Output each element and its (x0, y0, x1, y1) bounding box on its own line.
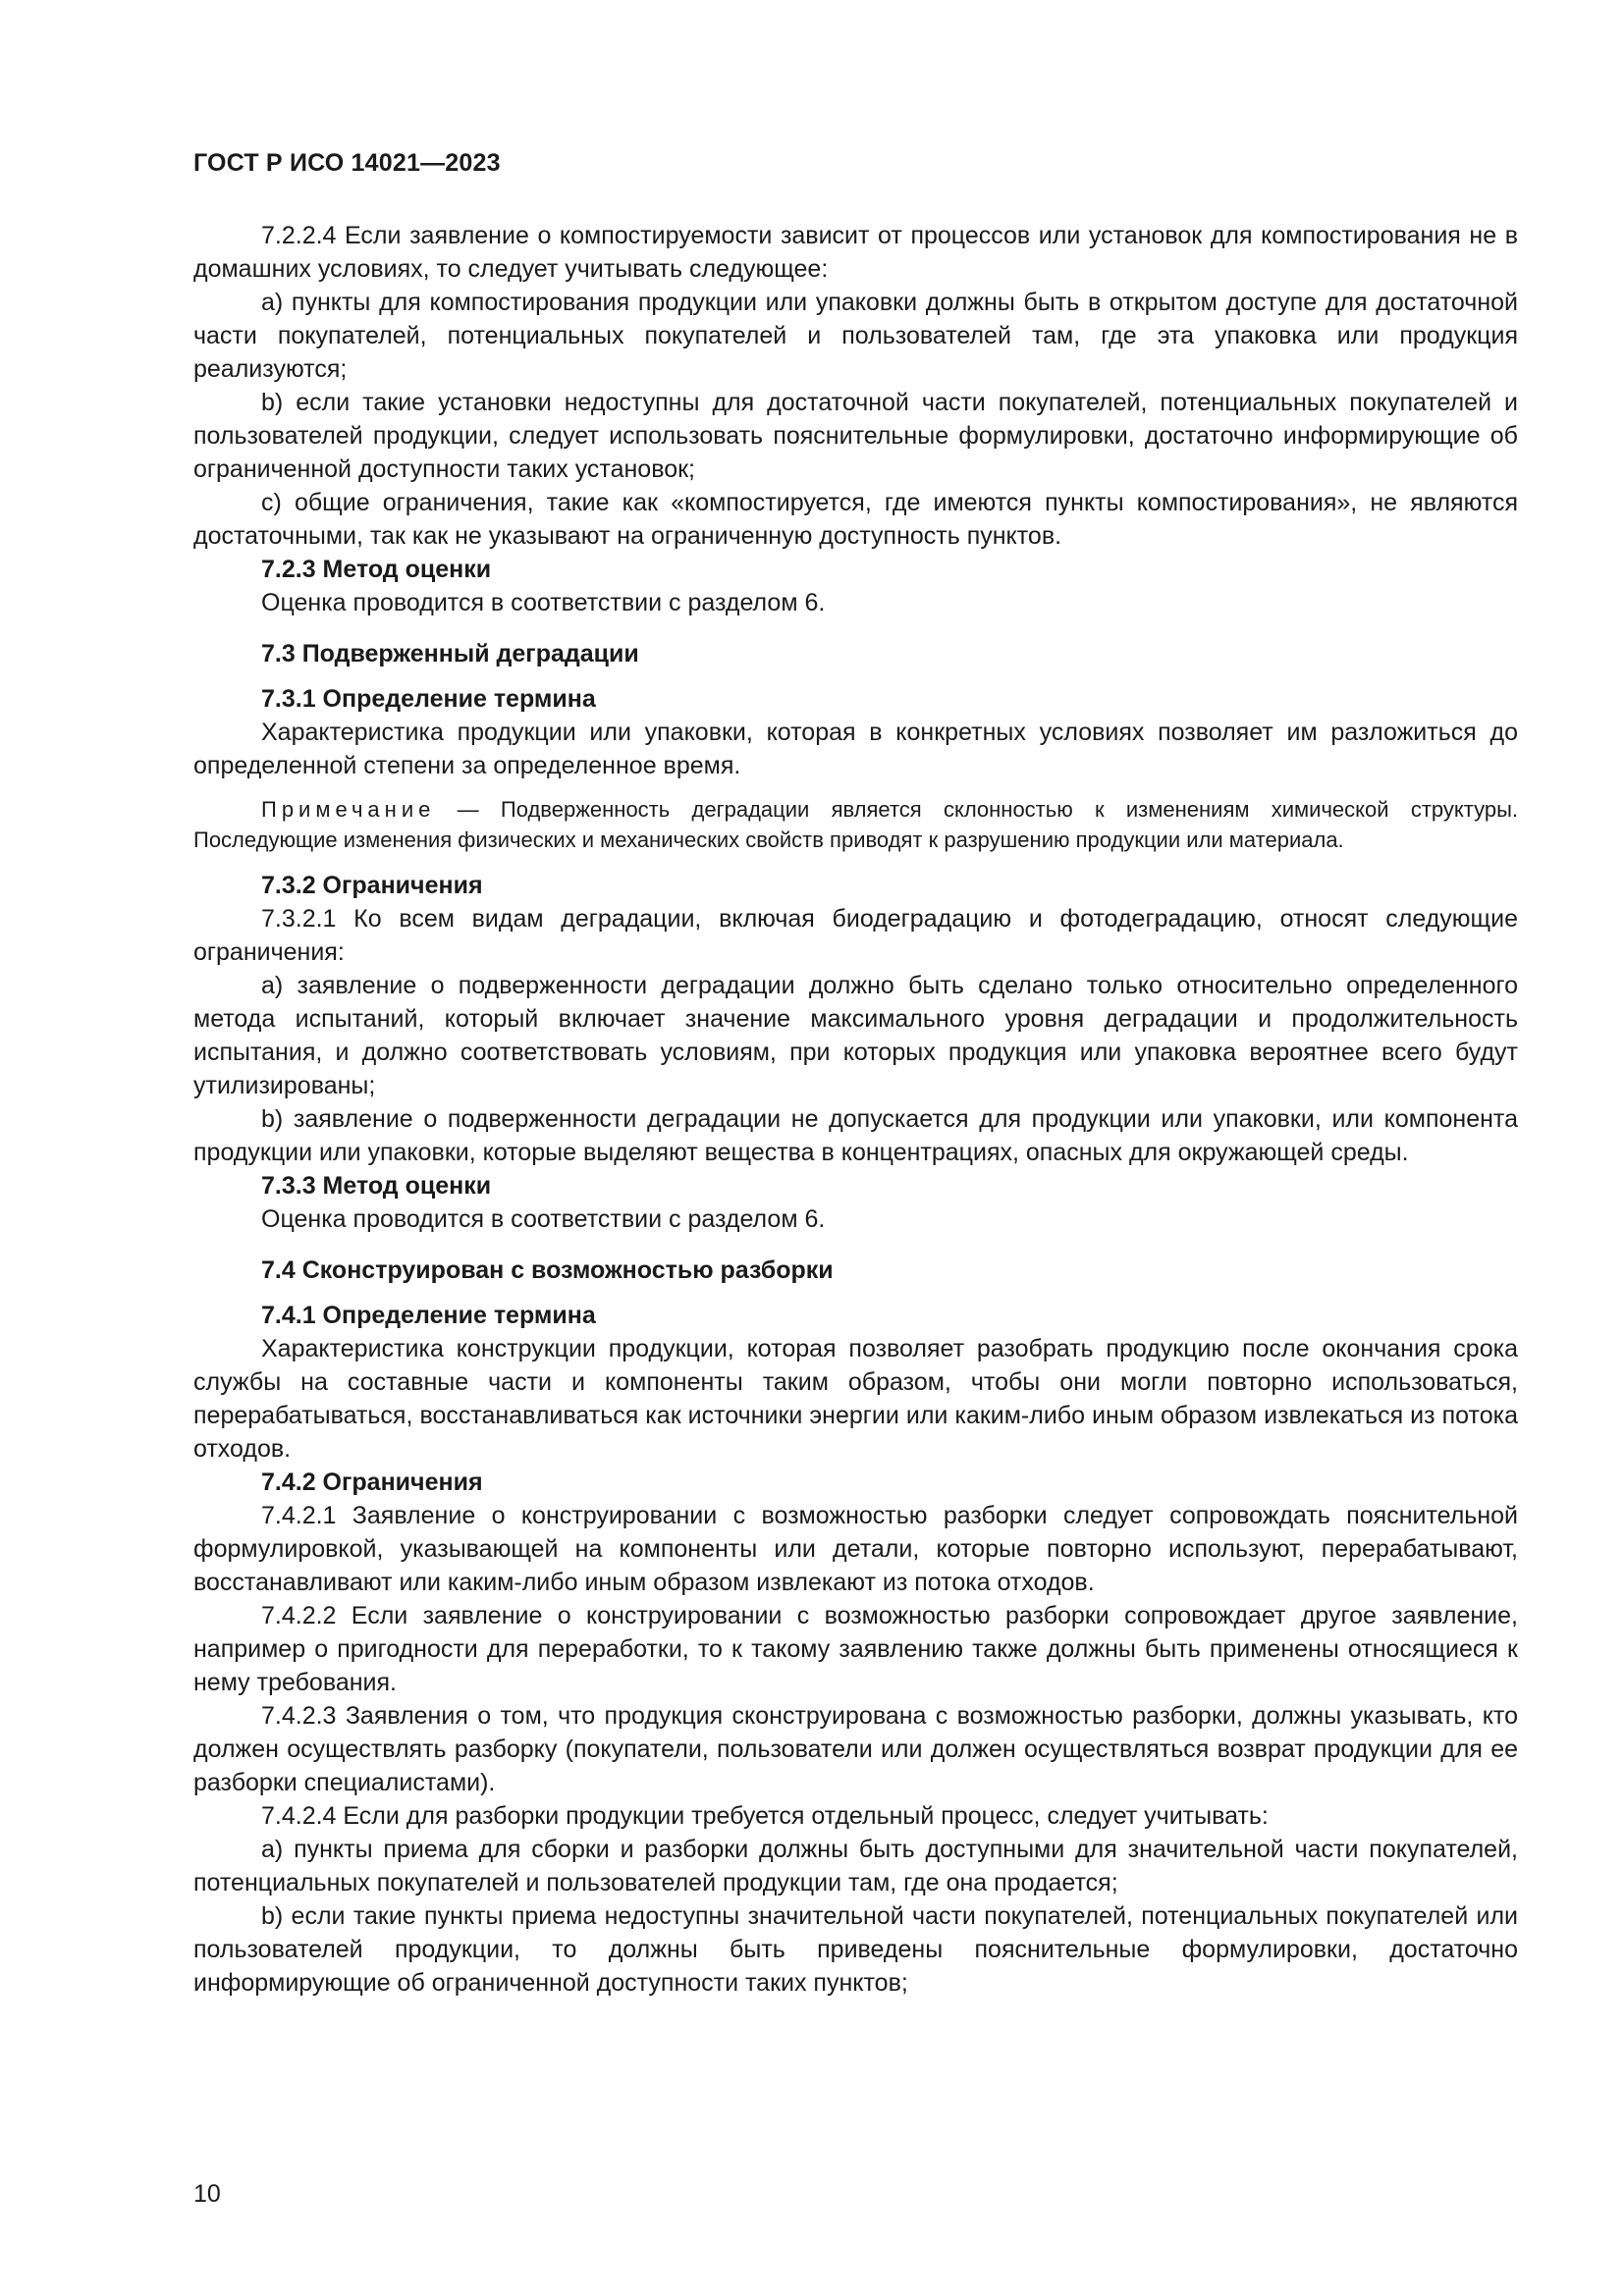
section-heading-7-3-3: 7.3.3 Метод оценки (261, 1172, 492, 1200)
section-heading-7-3-1: 7.3.1 Определение термина (261, 685, 596, 713)
paragraph-7-4-2-2: 7.4.2.2 Если заявление о конструировании с возможностью разборки сопровождает другое заявление, например о пригодности для переработки, то к такому заявлению также должны быть применены относящиеся к нему требования. (193, 1602, 1518, 1696)
paragraph-7-2-2-4: 7.2.2.4 Если заявление о компостируемости зависит от процессов или установок для компостирования не в домашних условиях, то следует учитывать следующее: (193, 222, 1518, 283)
paragraph-definition-disassembly: Характеристика конструкции продукции, которая позволяет разобрать продукцию после окончания срока службы на составные части и компоненты таким образом, чтобы они могли повторно использоваться, перерабатываться, восстанавливаться как источники энергии или каким-либо иным образом извлекаться из потока отходов. (193, 1335, 1518, 1463)
paragraph-7-4-2-4: 7.4.2.4 Если для разборки продукции требуется отдельный процесс, следует учитывать: (261, 1802, 1269, 1830)
section-heading-7-2-3: 7.2.3 Метод оценки (261, 556, 492, 583)
note-text: — Подверженность деградации является склонностью к изменениям химической структуры. Последующие изменения физических и механических свойств приводят к разрушению продукции или материала. (193, 797, 1518, 852)
paragraph-assessment: Оценка проводится в соответствии с разделом 6. (261, 1205, 826, 1233)
list-item-b: b) если такие установки недоступны для достаточной части покупателей, потенциальных покупателей и пользователей продукции, следует использовать пояснительные формулировки, достаточно информирующие об ограниченной доступности таких установок; (193, 389, 1518, 483)
paragraph-7-4-2-3: 7.4.2.3 Заявления о том, что продукция сконструирована с возможностью разборки, должны указывать, кто должен осуществлять разборку (покупатели, пользователи или должен осуществляться возврат продукции для ее разборки специалистами). (193, 1702, 1518, 1796)
list-item-b: b) заявление о подверженности деградации не допускается для продукции или упаковки, или компонента продукции или упаковки, которые выделяют вещества в концентрациях, опасных для окружающей среды. (193, 1105, 1518, 1166)
paragraph-7-3-2-1: 7.3.2.1 Ко всем видам деградации, включая биодеградацию и фотодеградацию, относят следующие ограничения: (193, 905, 1518, 966)
paragraph-7-4-2-1: 7.4.2.1 Заявление о конструировании с возможностью разборки следует сопровождать пояснительной формулировкой, указывающей на компоненты или детали, которые повторно используют, перерабатывают, восстанавливают или каким-либо иным образом извлекают из потока отходов. (193, 1502, 1518, 1596)
document-body (193, 219, 1518, 2000)
section-heading-7-4: 7.4 Сконструирован с возможностью разборки (261, 1256, 834, 1284)
paragraph-assessment: Оценка проводится в соответствии с разделом 6. (261, 589, 826, 616)
list-item-a: а) заявление о подверженности деградации должно быть сделано только относительно определенного метода испытаний, который включает значение максимального уровня деградации и продолжительность испытания, и должно соответствовать условиям, при которых продукция или упаковка вероятнее всего будут утилизированы; (193, 972, 1518, 1099)
note-paragraph (193, 794, 1518, 855)
page-number: 10 (193, 2180, 221, 2208)
section-heading-7-3: 7.3 Подверженный деградации (261, 640, 639, 667)
list-item-c: с) общие ограничения, такие как «компостируется, где имеются пункты компостирования», не являются достаточными, так как не указывают на ограниченную доступность пунктов. (193, 489, 1518, 550)
list-item-b: b) если такие пункты приема недоступны значительной части покупателей, потенциальных покупателей или пользователей продукции, то должны быть приведены пояснительные формулировки, достаточно информирующие об ограниченной доступности таких пунктов; (193, 1902, 1518, 1997)
paragraph-definition-degradable: Характеристика продукции или упаковки, которая в конкретных условиях позволяет им разложиться до определенной степени за определенное время. (193, 719, 1518, 779)
list-item-a: а) пункты для компостирования продукции или упаковки должны быть в открытом доступе для достаточной части покупателей, потенциальных покупателей и пользователей там, где эта упаковка или продукция реализуются; (193, 289, 1518, 383)
document-header: ГОСТ Р ИСО 14021—2023 (193, 149, 501, 177)
section-heading-7-3-2: 7.3.2 Ограничения (261, 872, 483, 899)
section-heading-7-4-2: 7.4.2 Ограничения (261, 1468, 483, 1496)
section-heading-7-4-1: 7.4.1 Определение термина (261, 1302, 596, 1329)
list-item-a: а) пункты приема для сборки и разборки должны быть доступными для значительной части покупателей, потенциальных покупателей и пользователей продукции там, где она продается; (193, 1836, 1518, 1896)
note-label: Примечание (261, 797, 436, 822)
